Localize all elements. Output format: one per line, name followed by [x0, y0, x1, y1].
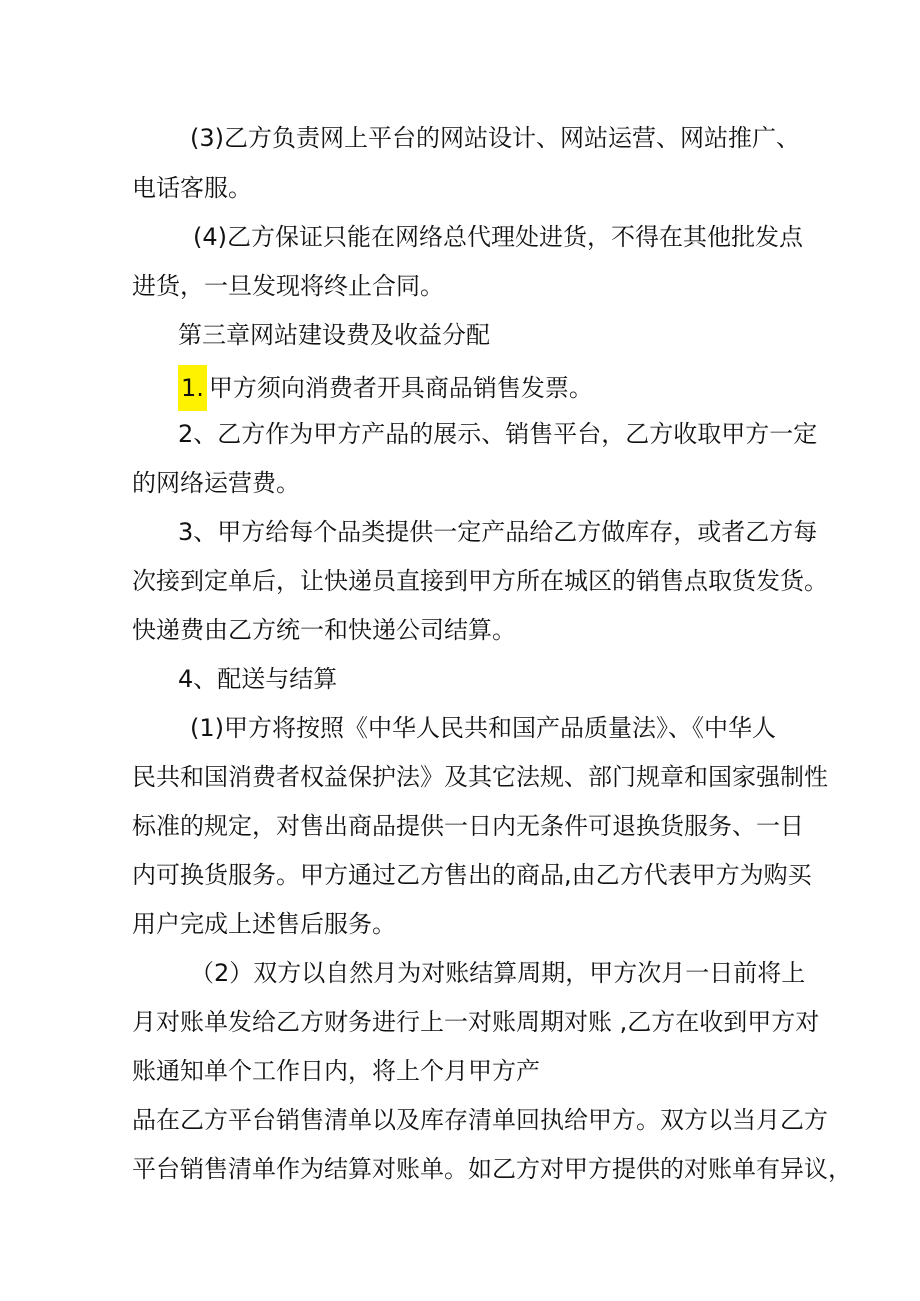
paragraph-line: 3、甲方给每个品类提供一定产品给乙方做库存，或者乙方每	[178, 518, 818, 546]
section-heading: 4、配送与结算	[178, 665, 338, 693]
highlighted-number: 1.	[178, 365, 207, 411]
paragraph-line: 民共和国消费者权益保护法》及其它法规、部门规章和国家强制性	[132, 763, 828, 791]
paragraph-line: 品在乙方平台销售清单以及库存清单回执给甲方。双方以当月乙方	[132, 1106, 828, 1134]
paragraph-line: 快递费由乙方统一和快递公司结算。	[132, 616, 516, 644]
paragraph-line: (4)乙方保证只能在网络总代理处进货，不得在其他批发点	[193, 223, 803, 251]
paragraph-line: 的网络运营费。	[132, 469, 300, 497]
paragraph-line: 电话客服。	[132, 174, 252, 202]
paragraph-line: 次接到定单后，让快递员直接到甲方所在城区的销售点取货发货。	[132, 567, 828, 595]
paragraph-line: 用户完成上述售后服务。	[132, 910, 396, 938]
paragraph-line: 进货，一旦发现将终止合同。	[132, 272, 444, 300]
paragraph-line: 账通知单个工作日内，将上个月甲方产	[132, 1057, 540, 1085]
paragraph-line: 平台销售清单作为结算对账单。如乙方对甲方提供的对账单有异议，	[132, 1155, 852, 1183]
paragraph-line: 月对账单发给乙方财务进行上一对账周期对账 ,乙方在收到甲方对	[132, 1008, 820, 1036]
paragraph-line: (1)甲方将按照《中华人民共和国产品质量法》、《中华人	[190, 714, 776, 742]
paragraph-line: 标准的规定，对售出商品提供一日内无条件可退换货服务、一日	[132, 812, 804, 840]
paragraph-line: 2、乙方作为甲方产品的展示、销售平台，乙方收取甲方一定	[178, 420, 818, 448]
paragraph-text: 甲方须向消费者开具商品销售发票。	[208, 374, 593, 402]
paragraph-line	[178, 365, 593, 405]
paragraph-line: 内可换货服务。甲方通过乙方售出的商品,由乙方代表甲方为购买	[132, 861, 812, 889]
paragraph-line: (3)乙方负责网上平台的网站设计、网站运营、网站推广、	[190, 124, 800, 152]
paragraph-line: （2）双方以自然月为对账结算周期，甲方次月一日前将上	[190, 959, 806, 987]
chapter-heading: 第三章网站建设费及收益分配	[178, 321, 490, 349]
